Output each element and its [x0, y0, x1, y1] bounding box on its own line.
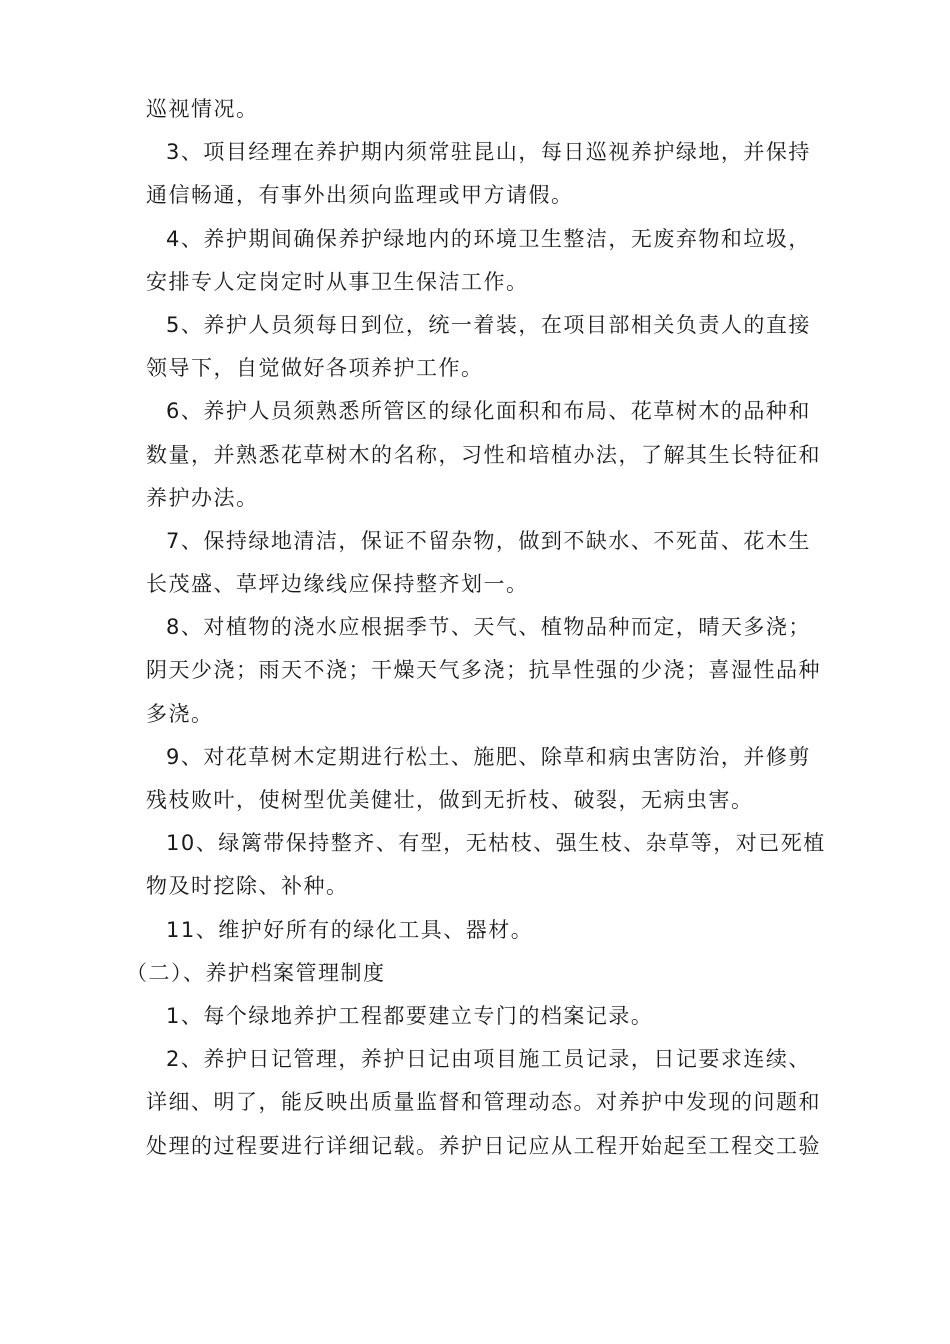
text-line: 8、对植物的浇水应根据季节、天气、植物品种而定，晴天多浇； — [166, 615, 811, 640]
text-line: 通信畅通，有事外出须向监理或甲方请假。 — [146, 183, 574, 208]
text-line: 安排专人定岗定时从事卫生保洁工作。 — [146, 269, 529, 294]
text-line: 3、项目经理在养护期内须常驻昆山，每日巡视养护绿地，并保持 — [166, 140, 811, 165]
text-line: 6、养护人员须熟悉所管区的绿化面积和布局、花草树木的品种和 — [166, 399, 811, 424]
text-line: 11、维护好所有的绿化工具、器材。 — [166, 917, 534, 942]
section-heading: （二）、养护档案管理制度 — [126, 960, 386, 985]
text-line: 5、养护人员须每日到位，统一着装，在项目部相关负责人的直接 — [166, 312, 811, 337]
text-line: 巡视情况。 — [146, 97, 259, 121]
text-line: 物及时挖除、补种。 — [146, 874, 349, 899]
text-line: 阴天少浇；雨天不浇；干燥天气多浇；抗旱性强的少浇；喜湿性品种 — [146, 658, 821, 683]
text-line: 长茂盛、草坪边缘线应保持整齐划一。 — [146, 572, 529, 597]
text-line: 残枝败叶，使树型优美健壮，做到无折枝、破裂，无病虫害。 — [146, 788, 754, 812]
text-line: 处理的过程要进行详细记载。养护日记应从工程开始起至工程交工验 — [146, 1133, 821, 1158]
text-line: 2、养护日记管理，养护日记由项目施工员记录，日记要求连续、 — [166, 1047, 811, 1072]
text-line: 10、绿篱带保持整齐、有型，无枯枝、强生枝、杂草等，对已死植 — [166, 831, 826, 856]
text-line: 养护办法。 — [146, 485, 259, 510]
text-line: 4、养护期间确保养护绿地内的环境卫生整洁，无废弃物和垃圾， — [166, 226, 811, 251]
text-line: 多浇。 — [146, 701, 214, 726]
text-line: 领导下，自觉做好各项养护工作。 — [146, 356, 484, 381]
text-line: 1、每个绿地养护工程都要建立专门的档案记录。 — [166, 1003, 654, 1028]
text-line: 数量，并熟悉花草树木的名称，习性和培植办法，了解其生长特征和 — [146, 442, 821, 467]
text-line: 9、对花草树木定期进行松土、施肥、除草和病虫害防治，并修剪 — [166, 744, 811, 769]
text-line: 7、保持绿地清洁，保证不留杂物，做到不缺水、不死苗、花木生 — [166, 528, 811, 553]
text-line: 详细、明了，能反映出质量监督和管理动态。对养护中发现的问题和 — [146, 1090, 821, 1115]
document-body — [126, 88, 836, 1168]
